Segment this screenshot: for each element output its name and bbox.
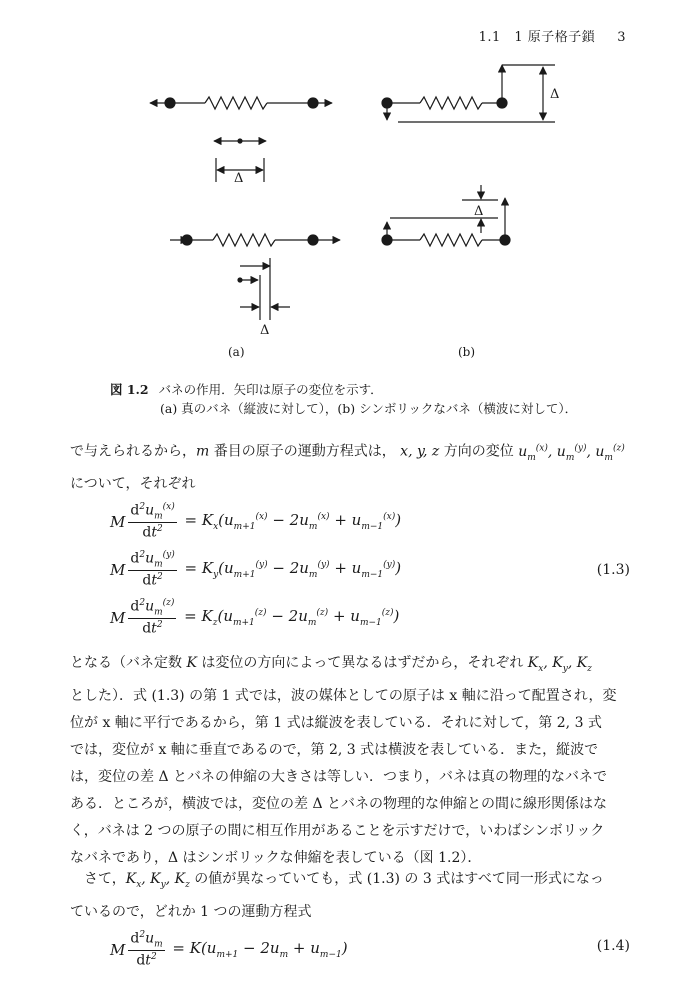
section-title: 1.1 1 原子格子鎖 (478, 30, 596, 45)
spring-b-top (387, 65, 502, 120)
figure-sublabel-b: (b) (458, 345, 476, 359)
text-line: とした）．式 (1.3) の第 1 式では，波の媒体としての原子は x 軸に沿って配置され，変 (70, 687, 617, 704)
text-line: について，それぞれ (70, 476, 196, 493)
atom (308, 235, 318, 245)
caption-number: 図 1.2 (110, 382, 149, 397)
text-line: は，変位の差 Δ とバネの伸縮の大きさは等しい．つまり，バネは真の物理的なバネで (70, 768, 608, 785)
text-line: で与えられるから，m 番目の原子の運動方程式は， x, y, z 方向の変位 $u_m^{(x)}$, $u_m^{(y)}$, $u_m^{(z)}$ (70, 443, 625, 463)
text-line: 位が x 軸に平行であるから，第 1 式は縦波を表している．それに対して，第 2, 3 式 (70, 714, 602, 731)
text-line: となる（バネ定数 K は変位の方向によって異なるはずだから，それぞれ $K_x$, $K_y$, $K_z$ (70, 655, 592, 674)
paragraph-1 (70, 435, 645, 498)
text-line: く，バネは 2 つの原子の間に相互作用があることを示すだけで，いわばシンボリック (70, 822, 605, 839)
text-line: ているので，どれか 1 つの運動方程式 (70, 903, 312, 920)
figure-sublabel-a: (a) (228, 345, 245, 359)
equation-1-3-y: M $\frac{d^2u_m^{(y)}}{dt^2}$ = $K_y(u_{m+1}^{(y)} - 2u_m^{(y)} + u_{m-1}^{(y)})$ (110, 550, 402, 590)
caption-line-1: バネの作用．矢印は原子の変位を示す． (158, 382, 383, 397)
delta-label: Δ (474, 204, 484, 219)
atom (382, 98, 392, 108)
atom (308, 98, 318, 108)
caption-line-2: (a) 真のバネ（縦波に対して），(b) シンボリックなバネ（横波に対して）． (160, 401, 578, 416)
delta-label: Δ (550, 87, 560, 102)
text-line: さて，$K_x$, $K_y$, $K_z$ の値が異なっていても，式 (1.3) の 3 式はすべて同一形式になっ (84, 871, 604, 890)
text-line: なバネであり，Δ はシンボリックな伸縮を表している（図 1.2）． (70, 849, 482, 866)
delta-label: Δ (234, 171, 244, 186)
atom (500, 235, 510, 245)
paragraph-2 (70, 650, 645, 872)
paragraph-3 (70, 866, 645, 926)
delta-label: Δ (260, 323, 270, 338)
atom (382, 235, 392, 245)
equation-1-4: M $\frac{d^2u_m}{dt^2}$ = $K(u_{m+1} - 2u_m + u_{m-1})$ (110, 930, 348, 970)
atom (497, 98, 507, 108)
atom (165, 98, 175, 108)
spring-a-top (150, 97, 332, 109)
figure-caption (110, 380, 577, 418)
text-line: では，変位が x 軸に垂直であるので，第 2, 3 式は横波を表している．また，縦波で (70, 741, 599, 758)
text-line: ある．ところが，横波では，変位の差 Δ とバネの物理的な伸縮との間に線形関係はな (70, 795, 608, 812)
equation-number: (1.3) (596, 562, 630, 578)
equation-1-3-x: M $\frac{d^2u_m^{(x)}}{dt^2}$ = $K_x(u_{m+1}^{(x)} - 2u_m^{(x)} + u_{m-1}^{(x)})$ (110, 502, 402, 542)
atom (182, 235, 192, 245)
page-number: 3 (617, 30, 626, 45)
figure-1-2 (0, 0, 700, 380)
equation-1-3-z: M $\frac{d^2u_m^{(z)}}{dt^2}$ = $K_z(u_{m+1}^{(z)} - 2u_m^{(z)} + u_{m-1}^{(z)})$ (110, 598, 400, 638)
equation-number: (1.4) (596, 938, 630, 954)
spring-b-bottom (387, 198, 505, 246)
